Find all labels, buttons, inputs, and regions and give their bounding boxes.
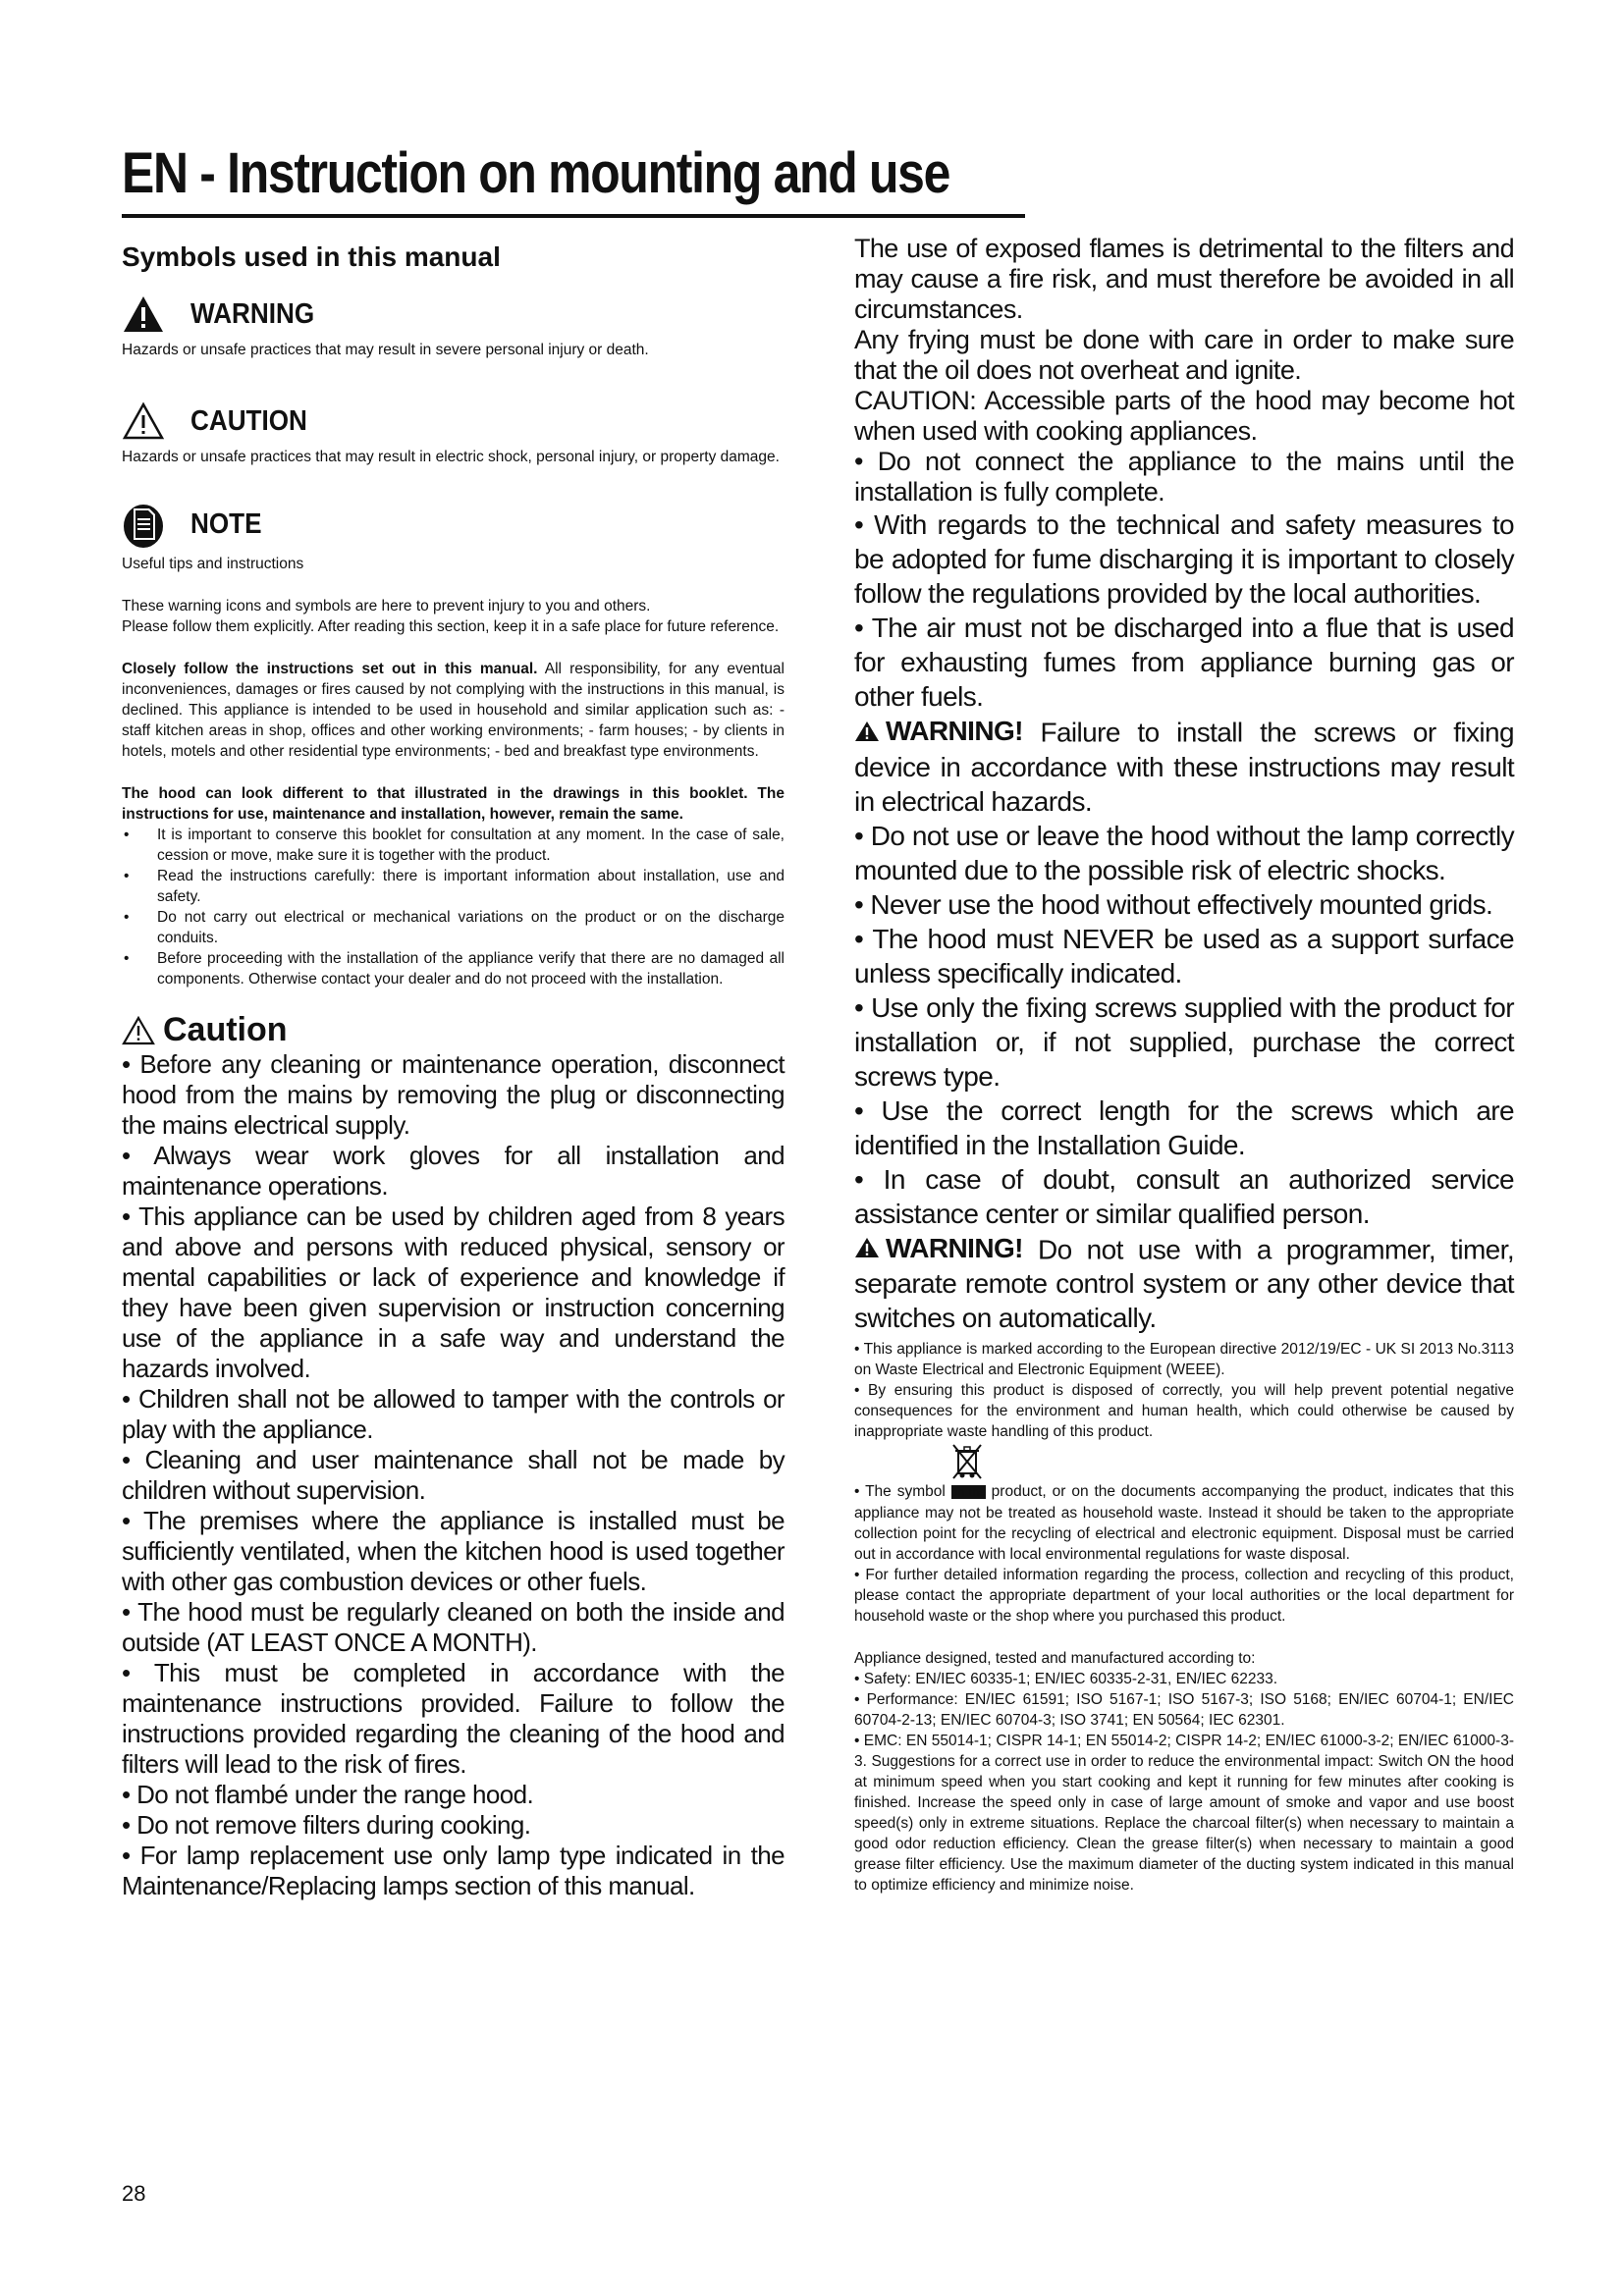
warning-inline-label: WARNING!	[854, 714, 1023, 748]
warning-triangle-icon	[854, 721, 880, 742]
caution-section-heading: Caution	[163, 1011, 288, 1048]
note-description: Useful tips and instructions	[122, 556, 304, 572]
list-item: • Do not connect the appliance to the mains until the installation is fully complete.	[854, 447, 1514, 507]
responsibility-bold: Closely follow the instructions set out in this manual.	[122, 661, 538, 677]
list-item: • EMC: EN 55014-1; CISPR 14-1; EN 55014-2; CISPR 14-2; EN/IEC 61000-3-2; EN/IEC 61000-3-3. Suggestions for a correct use in order to reduce the environmental impact: Switch ON the hood at minimum speed when you start cooking and kept it running for few minutes after cooking is finished. Increase the speed only in case of large amount of smoke and vapor and use boost speed(s) only in extreme situations. Replace the charcoal filter(s) when necessary to maintain a good odor reduction efficiency. Clean the grease filter(s) when necessary to maintain a good grease filter efficiency. Use the maximum diameter of the ducting system indicated in this manual to optimize efficiency and minimize noise.	[854, 1733, 1514, 1894]
responsibility-text: All responsibility, for any eventual inconveniences, damages or fires caused by not complying with the instructions in this manual, is declined. This appliance is intended to be used in household and similar application such as: - staff kitchen areas in shop, offices and other working environments; - farm houses; - by clients in hotels, motels and other residential type environments; - bed and breakfast type environments.	[122, 661, 785, 760]
left-column	[122, 234, 785, 1901]
warning-triangle-icon	[122, 294, 165, 334]
list-item: • The hood must NEVER be used as a support surface unless specifically indicated.	[854, 923, 1514, 988]
caution-description: Hazards or unsafe practices that may result in electric shock, personal injury, or property damage.	[122, 449, 780, 465]
list-item: • With regards to the technical and safety measures to be adopted for fume discharging it is important to closely follow the regulations provided by the local authorities.	[854, 509, 1514, 609]
list-item: • The premises where the appliance is installed must be sufficiently ventilated, when the kitchen hood is used together with other gas combustion devices or other fuels.	[122, 1506, 785, 1596]
list-item: • For lamp replacement use only lamp type indicated in the Maintenance/Replacing lamps section of this manual.	[122, 1841, 785, 1900]
list-item: • Use only the fixing screws supplied with the product for installation or, if not supplied, purchase the correct screws type.	[854, 991, 1514, 1092]
intro-line-1: These warning icons and symbols are here to prevent injury to you and others.	[122, 598, 651, 614]
list-item: • The air must not be discharged into a flue that is used for exhausting fumes from appliance burning gas or other fuels.	[854, 613, 1514, 712]
list-item: • Performance: EN/IEC 61591; ISO 5167-1; ISO 5167-3; ISO 5168; EN/IEC 60704-1; EN/IEC 60704-2-13; EN/IEC 60704-3; ISO 3741; EN 50564; IEC 62301.	[854, 1691, 1514, 1729]
list-item: • This must be completed in accordance with the maintenance instructions provided. Failure to follow the instructions provided regarding the cleaning of the hood and filters will lead to the risk of fires.	[122, 1658, 785, 1779]
list-item: • Safety: EN/IEC 60335-1; EN/IEC 60335-2-31, EN/IEC 62233.	[854, 1671, 1278, 1687]
warning-1-text: Failure to install the screws or fixing device in accordance with these instructions may result in electrical hazards.	[854, 717, 1514, 817]
list-item: • This appliance is marked according to the European directive 2012/19/EC - UK SI 2013 No.3113 on Waste Electrical and Electronic Equipment (WEEE).	[854, 1341, 1514, 1378]
intro-paragraph	[122, 596, 785, 637]
warning-label: WARNING	[190, 297, 315, 330]
fume-discharge-paragraphs	[854, 507, 1514, 1335]
warning-paragraph-2	[854, 1231, 1514, 1336]
page-title: EN - Instruction on mounting and use	[122, 141, 950, 205]
list-item: • Do not carry out electrical or mechanical variations on the product or on the discharge conduits.	[122, 907, 785, 948]
list-item: Any frying must be done with care in order to make sure that the oil does not overheat and ignite.	[854, 325, 1514, 385]
list-item: The use of exposed flames is detrimental to the filters and may cause a fire risk, and must therefore be avoided in all circumstances.	[854, 234, 1514, 324]
weee-section	[854, 1339, 1514, 1627]
crossed-out-bin-icon	[950, 1442, 984, 1481]
right-column	[854, 234, 1514, 1896]
warning-symbol-row	[122, 294, 785, 334]
list-item: • The hood must be regularly cleaned on both the inside and outside (AT LEAST ONCE A MONTH).	[122, 1597, 785, 1657]
list-item: • Always wear work gloves for all installation and maintenance operations.	[122, 1141, 785, 1201]
note-document-icon	[122, 499, 165, 550]
list-item: • Cleaning and user maintenance shall not be made by children without supervision.	[122, 1445, 785, 1505]
caution-symbol-row	[122, 401, 785, 441]
list-item: • Before proceeding with the installation of the appliance verify that there are no damaged all components. Otherwise contact your dealer and do not proceed with the installation.	[122, 948, 785, 989]
standards-intro: Appliance designed, tested and manufactured according to:	[854, 1650, 1256, 1667]
list-item: • Children shall not be allowed to tamper with the controls or play with the appliance.	[122, 1384, 785, 1444]
warning-paragraph-1	[854, 714, 1514, 819]
list-item: • This appliance can be used by children aged from 8 years and above and persons with reduced physical, sensory or mental capabilities or lack of experience and knowledge if they have been given supervision or instruction concerning use of the appliance in a safe way and understand the hazards involved.	[122, 1201, 785, 1383]
list-item: • Do not remove filters during cooking.	[122, 1810, 531, 1840]
standards-section	[854, 1648, 1514, 1896]
list-item: • Use the correct length for the screws which are identified in the Installation Guide.	[854, 1095, 1514, 1160]
weee-symbol-paragraph: • The symbol on the product, or on the documents accompanying the product, indicates that this appliance may not be treated as household waste. Instead it should be taken to the appropriate collection point for the recycling of electrical and electronic equipment. Disposal must be carried out in accordance with local environmental regulations for waste disposal.	[854, 1483, 1515, 1563]
warning-2-text: Do not use with a programmer, timer, separate remote control system or any other device that switches on automatically.	[854, 1234, 1514, 1333]
caution-section-heading-row	[122, 1011, 785, 1049]
further-info-paragraph: • For further detailed information regarding the process, collection and recycling of this product, please contact the appropriate department of your local authorities or the local department for household waste or the shop where you purchased this product.	[854, 1567, 1514, 1625]
hood-look-paragraph: The hood can look different to that illustrated in the drawings in this booklet. The instructions for use, maintenance and installation, however, remain the same.	[122, 785, 785, 823]
caution-triangle-icon	[122, 401, 165, 441]
intro-line-2: Please follow them explicitly. After reading this section, keep it in a safe place for future reference.	[122, 618, 780, 635]
intro-bullet-list	[122, 825, 785, 989]
list-item: • Never use the hood without effectively mounted grids.	[854, 888, 1493, 920]
list-item: • Do not flambé under the range hood.	[122, 1780, 534, 1809]
warning-triangle-icon	[854, 1237, 880, 1258]
list-item: • In case of doubt, consult an authorized service assistance center or similar qualified person.	[854, 1163, 1514, 1229]
list-item: • Before any cleaning or maintenance operation, disconnect hood from the mains by removing the plug or disconnecting the mains electrical supply.	[122, 1049, 785, 1140]
responsibility-paragraph	[122, 659, 785, 762]
warning-description: Hazards or unsafe practices that may result in severe personal injury or death.	[122, 342, 649, 358]
symbols-heading: Symbols used in this manual	[122, 241, 501, 272]
list-item: • It is important to conserve this booklet for consultation at any moment. In the case of sale, cession or move, make sure it is together with the product.	[122, 825, 785, 866]
caution-section-list	[122, 1049, 785, 1901]
note-label: NOTE	[190, 507, 262, 540]
fire-risk-paragraphs	[854, 234, 1514, 507]
list-item: • Read the instructions carefully: there is important information about installation, use and safety.	[122, 866, 785, 907]
list-item: • By ensuring this product is disposed of correctly, you will help prevent potential negative consequences for the environment and human health, which could otherwise be caused by inappropriate waste handling of this product.	[854, 1382, 1514, 1440]
caution-label: CAUTION	[190, 404, 307, 437]
title-underline	[122, 214, 1025, 218]
obscured-text: on the	[950, 1485, 986, 1499]
list-item: • Do not use or leave the hood without the lamp correctly mounted due to the possible risk of electric shocks.	[854, 820, 1514, 885]
caution-triangle-icon	[122, 1016, 155, 1045]
list-item: CAUTION: Accessible parts of the hood may become hot when used with cooking appliances.	[854, 386, 1514, 446]
note-symbol-row	[122, 499, 785, 550]
warning-inline-label: WARNING!	[854, 1231, 1023, 1265]
page-number: 28	[122, 2181, 146, 2206]
